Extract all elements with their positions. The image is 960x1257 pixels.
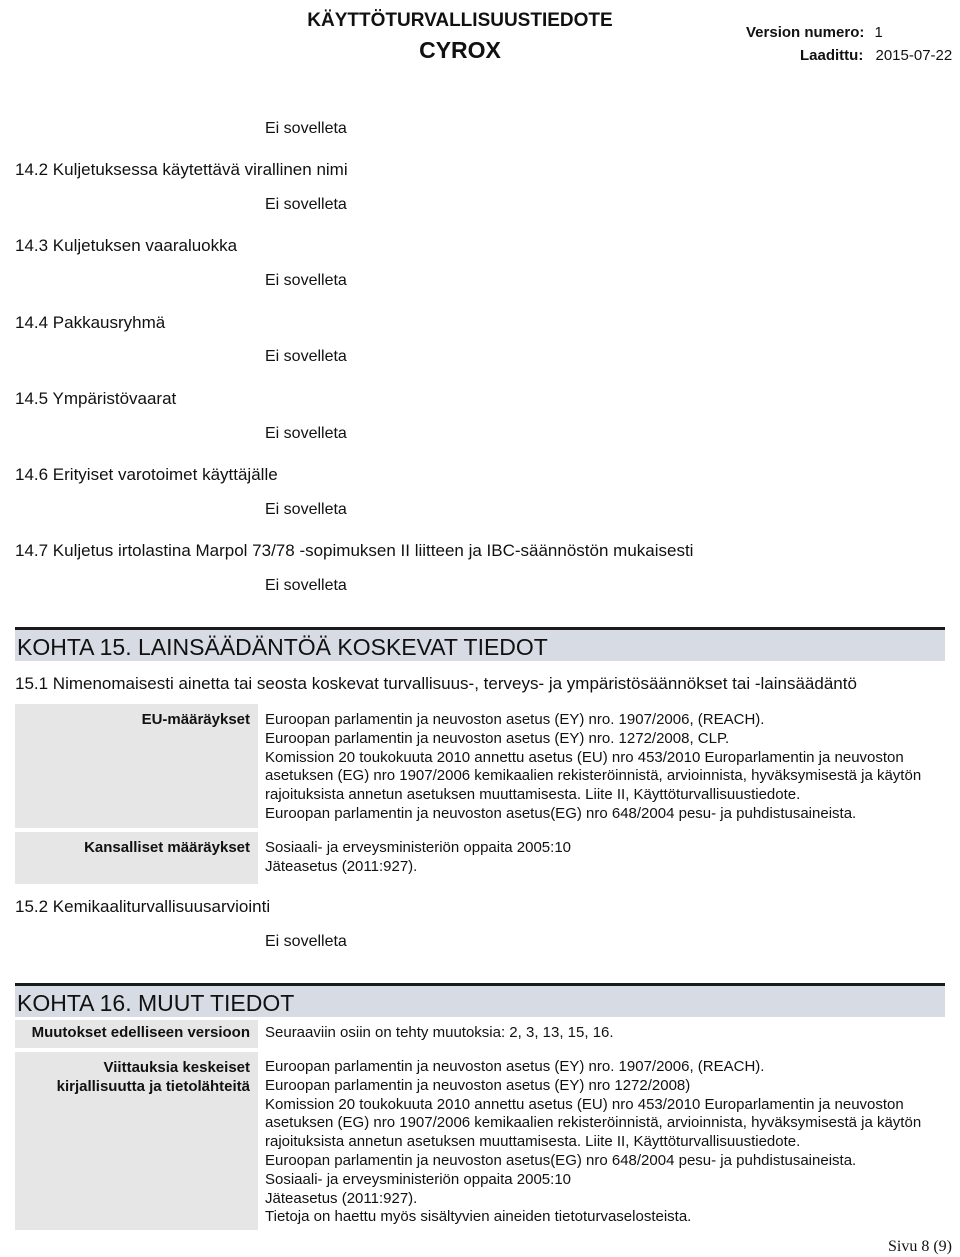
changes-label: Muutokset edelliseen versioon — [15, 1020, 258, 1048]
subsection-14-6-title: 14.6 Erityiset varotoimet käyttäjälle — [15, 465, 278, 484]
subsection-15-2-title: 15.2 Kemikaaliturvallisuusarviointi — [15, 897, 271, 916]
references-label-line2: kirjallisuutta ja tietolähteitä — [56, 1078, 250, 1095]
section-15-header — [15, 627, 945, 661]
section-16-header — [15, 983, 945, 1017]
national-line: Sosiaali- ja erveysministeriön oppaita 2005:10 — [265, 839, 572, 856]
references-label — [15, 1052, 258, 1230]
subsection-14-3-value: Ei sovelleta — [265, 272, 347, 289]
ref-line: Euroopan parlamentin ja neuvoston asetus (EY) nro 1272/2008) — [265, 1076, 691, 1094]
ref-line: rajoituksista annetun asetuksen muuttamisesta. Liite II, Käyttöturvallisuustiedote. — [265, 1133, 801, 1151]
subsection-14-4-value: Ei sovelleta — [265, 348, 347, 365]
document-title: KÄYTTÖTURVALLISUUSTIEDOTE — [307, 10, 613, 31]
eu-line: Euroopan parlamentin ja neuvoston asetus (EY) nro. 1272/2008, CLP. — [265, 729, 730, 747]
subsection-14-2-value: Ei sovelleta — [265, 196, 347, 213]
eu-regulations-label: EU-määräykset — [15, 704, 258, 828]
eu-line: Euroopan parlamentin ja neuvoston asetus (EY) nro. 1907/2006, (REACH). — [265, 711, 765, 728]
date-row — [800, 47, 952, 64]
version-value: 1 — [874, 24, 883, 41]
date-value: 2015-07-22 — [875, 47, 953, 64]
version-label: Version numero: — [746, 24, 865, 41]
product-name: CYROX — [419, 37, 501, 63]
ref-line: Tietoja on haettu myös sisältyvien aineiden tietoturvaselosteista. — [265, 1208, 692, 1226]
subsection-14-3-title: 14.3 Kuljetuksen vaaraluokka — [15, 236, 238, 255]
section-16-title: KOHTA 16. MUUT TIEDOT — [17, 990, 295, 1016]
na-value: Ei sovelleta — [265, 120, 347, 137]
page-number: Sivu 8 (9) — [888, 1238, 952, 1255]
national-line: Jäteasetus (2011:927). — [265, 857, 418, 875]
eu-line: Komission 20 toukokuuta 2010 annettu asetus (EU) nro 453/2010 Europarlamentin ja neuvoston — [265, 748, 904, 766]
subsection-14-7-value: Ei sovelleta — [265, 577, 347, 594]
ref-line: Komission 20 toukokuuta 2010 annettu asetus (EU) nro 453/2010 Europarlamentin ja neuvoston — [265, 1095, 904, 1113]
section-15-title: KOHTA 15. LAINSÄÄDÄNTÖÄ KOSKEVAT TIEDOT — [17, 634, 548, 660]
eu-line: Euroopan parlamentin ja neuvoston asetus(EG) nro 648/2004 pesu- ja puhdistusaineista. — [265, 804, 857, 822]
references-text — [265, 1058, 921, 1227]
version-row — [746, 24, 883, 41]
ref-line: Jäteasetus (2011:927). — [265, 1189, 418, 1207]
subsection-14-5-title: 14.5 Ympäristövaarat — [15, 389, 177, 408]
eu-line: rajoituksista annetun asetuksen muuttamisesta. Liite II, Käyttöturvallisuustiedote. — [265, 786, 801, 804]
ref-line: Sosiaali- ja erveysministeriön oppaita 2005:10 — [265, 1170, 572, 1188]
ref-line: Euroopan parlamentin ja neuvoston asetus(EG) nro 648/2004 pesu- ja puhdistusaineista. — [265, 1151, 857, 1169]
ref-line: Euroopan parlamentin ja neuvoston asetus (EY) nro. 1907/2006, (REACH). — [265, 1058, 765, 1075]
ref-line: asetuksen (EG) nro 1907/2006 kemikaalien rekisteröinnistä, arvioinnista, hyväksymisestä ja käytön — [265, 1114, 922, 1132]
subsection-15-2-value: Ei sovelleta — [265, 933, 347, 950]
subsection-14-6-value: Ei sovelleta — [265, 501, 347, 518]
subsection-14-7-title: 14.7 Kuljetus irtolastina Marpol 73/78 -sopimuksen II liitteen ja IBC-säännöstön mukaisesti — [15, 541, 694, 560]
changes-value: Seuraaviin osiin on tehty muutoksia: 2, 3, 13, 15, 16. — [265, 1024, 614, 1041]
subsection-15-1-title: 15.1 Nimenomaisesti ainetta tai seosta koskevat turvallisuus-, terveys- ja ympäristösäännökset tai -lainsäädäntö — [15, 674, 857, 693]
subsection-14-4-title: 14.4 Pakkausryhmä — [15, 313, 166, 332]
national-regulations-label: Kansalliset määräykset — [15, 832, 258, 884]
references-label-line1: Viittauksia keskeiset — [103, 1059, 250, 1076]
eu-regulations-text — [265, 711, 921, 824]
national-regulations-text — [265, 839, 571, 877]
subsection-14-2-title: 14.2 Kuljetuksessa käytettävä virallinen nimi — [15, 160, 348, 179]
subsection-14-5-value: Ei sovelleta — [265, 425, 347, 442]
date-label: Laadittu: — [800, 47, 864, 64]
eu-line: asetuksen (EG) nro 1907/2006 kemikaalien rekisteröinnistä, arvioinnista, hyväksymisestä ja käytön — [265, 767, 922, 785]
